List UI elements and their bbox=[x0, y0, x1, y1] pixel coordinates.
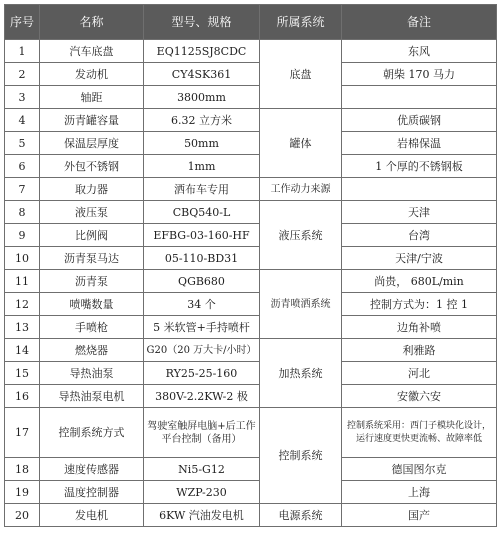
header-note: 备注 bbox=[342, 5, 497, 40]
table-row bbox=[5, 293, 497, 316]
cell-name: 沥青罐容量 bbox=[40, 109, 144, 132]
cell-seq: 20 bbox=[5, 504, 40, 527]
cell-seq: 1 bbox=[5, 40, 40, 63]
table-row bbox=[5, 86, 497, 109]
cell-note: 岩棉保温 bbox=[342, 132, 497, 155]
cell-seq: 6 bbox=[5, 155, 40, 178]
cell-name: 导热油泵电机 bbox=[40, 385, 144, 408]
cell-note: 安徽六安 bbox=[342, 385, 497, 408]
cell-note: 朝柴 170 马力 bbox=[342, 63, 497, 86]
table-row bbox=[5, 155, 497, 178]
cell-model: EQ1125SJ8CDC bbox=[144, 40, 260, 63]
cell-name: 导热油泵 bbox=[40, 362, 144, 385]
cell-model: CBQ540-L bbox=[144, 201, 260, 224]
cell-name: 喷嘴数量 bbox=[40, 293, 144, 316]
cell-name: 轴距 bbox=[40, 86, 144, 109]
cell-model: 3800mm bbox=[144, 86, 260, 109]
cell-system-heating: 加热系统 bbox=[260, 339, 342, 408]
cell-name: 比例阀 bbox=[40, 224, 144, 247]
cell-name: 发电机 bbox=[40, 504, 144, 527]
table-row bbox=[5, 458, 497, 481]
cell-seq: 11 bbox=[5, 270, 40, 293]
table-row bbox=[5, 270, 497, 293]
cell-name: 发动机 bbox=[40, 63, 144, 86]
table-row bbox=[5, 504, 497, 527]
cell-model: WZP-230 bbox=[144, 481, 260, 504]
header-seq: 序号 bbox=[5, 5, 40, 40]
cell-seq: 15 bbox=[5, 362, 40, 385]
cell-name: 取力器 bbox=[40, 178, 144, 201]
table-row bbox=[5, 178, 497, 201]
table-row bbox=[5, 224, 497, 247]
cell-note bbox=[342, 178, 497, 201]
cell-name: 温度控制器 bbox=[40, 481, 144, 504]
cell-model: 驾驶室触屏电脑+后工作平台控制（备用） bbox=[144, 408, 260, 458]
cell-system-power: 工作动力来源 bbox=[260, 178, 342, 201]
cell-model: 380V-2.2KW-2 极 bbox=[144, 385, 260, 408]
cell-note: 德国图尔克 bbox=[342, 458, 497, 481]
table-row bbox=[5, 339, 497, 362]
table-row bbox=[5, 408, 497, 458]
cell-system-hydraulic: 液压系统 bbox=[260, 201, 342, 270]
cell-note: 台湾 bbox=[342, 224, 497, 247]
cell-seq: 18 bbox=[5, 458, 40, 481]
header-row bbox=[5, 5, 497, 40]
cell-model: EFBG-03-160-HF bbox=[144, 224, 260, 247]
cell-model: 1mm bbox=[144, 155, 260, 178]
cell-name: 手喷枪 bbox=[40, 316, 144, 339]
table-row bbox=[5, 109, 497, 132]
cell-seq: 17 bbox=[5, 408, 40, 458]
cell-name: 速度传感器 bbox=[40, 458, 144, 481]
cell-note: 上海 bbox=[342, 481, 497, 504]
cell-seq: 10 bbox=[5, 247, 40, 270]
cell-seq: 5 bbox=[5, 132, 40, 155]
cell-note: 尚贵， 680L/min bbox=[342, 270, 497, 293]
cell-system-chassis: 底盘 bbox=[260, 40, 342, 109]
cell-model: 5 米软管+手持喷杆 bbox=[144, 316, 260, 339]
cell-note: 天津/宁波 bbox=[342, 247, 497, 270]
cell-seq: 14 bbox=[5, 339, 40, 362]
cell-model: G20（20 万大卡/小时） bbox=[144, 339, 260, 362]
table-row bbox=[5, 247, 497, 270]
cell-seq: 12 bbox=[5, 293, 40, 316]
cell-seq: 7 bbox=[5, 178, 40, 201]
cell-model: 6KW 汽油发电机 bbox=[144, 504, 260, 527]
cell-note: 河北 bbox=[342, 362, 497, 385]
table-row bbox=[5, 385, 497, 408]
cell-name: 沥青泵 bbox=[40, 270, 144, 293]
table-row bbox=[5, 481, 497, 504]
cell-name: 保温层厚度 bbox=[40, 132, 144, 155]
cell-system-tank: 罐体 bbox=[260, 109, 342, 178]
table-row bbox=[5, 132, 497, 155]
cell-seq: 3 bbox=[5, 86, 40, 109]
cell-model: 05-110-BD31 bbox=[144, 247, 260, 270]
cell-note: 天津 bbox=[342, 201, 497, 224]
cell-system-control: 控制系统 bbox=[260, 408, 342, 504]
cell-model: 34 个 bbox=[144, 293, 260, 316]
table-row bbox=[5, 40, 497, 63]
cell-note: 利雅路 bbox=[342, 339, 497, 362]
cell-seq: 2 bbox=[5, 63, 40, 86]
cell-model: Ni5-G12 bbox=[144, 458, 260, 481]
cell-seq: 9 bbox=[5, 224, 40, 247]
cell-model: QGB680 bbox=[144, 270, 260, 293]
spec-table-container bbox=[4, 4, 497, 527]
cell-seq: 8 bbox=[5, 201, 40, 224]
cell-model: 50mm bbox=[144, 132, 260, 155]
cell-name: 汽车底盘 bbox=[40, 40, 144, 63]
cell-name: 燃烧器 bbox=[40, 339, 144, 362]
header-model: 型号、规格 bbox=[144, 5, 260, 40]
cell-model: RY25-25-160 bbox=[144, 362, 260, 385]
cell-note: 控制方式为：1 控 1 bbox=[342, 293, 497, 316]
table-row bbox=[5, 362, 497, 385]
cell-seq: 4 bbox=[5, 109, 40, 132]
cell-note: 优质碳钢 bbox=[342, 109, 497, 132]
cell-name: 液压泵 bbox=[40, 201, 144, 224]
cell-note: 控制系统采用：西门子模块化设计，运行速度更快更流畅、故障率低 bbox=[342, 408, 497, 458]
table-row bbox=[5, 201, 497, 224]
table-row bbox=[5, 316, 497, 339]
cell-model: 6.32 立方米 bbox=[144, 109, 260, 132]
cell-seq: 13 bbox=[5, 316, 40, 339]
cell-model: 洒布车专用 bbox=[144, 178, 260, 201]
cell-name: 控制系统方式 bbox=[40, 408, 144, 458]
spec-table bbox=[4, 4, 497, 527]
cell-note: 1 个厚的不锈钢板 bbox=[342, 155, 497, 178]
cell-name: 外包不锈钢 bbox=[40, 155, 144, 178]
cell-note: 国产 bbox=[342, 504, 497, 527]
cell-system-spray: 沥青喷洒系统 bbox=[260, 270, 342, 339]
cell-note: 边角补喷 bbox=[342, 316, 497, 339]
cell-seq: 19 bbox=[5, 481, 40, 504]
cell-system-power-supply: 电源系统 bbox=[260, 504, 342, 527]
cell-note bbox=[342, 86, 497, 109]
header-system: 所属系统 bbox=[260, 5, 342, 40]
table-row bbox=[5, 63, 497, 86]
cell-model: CY4SK361 bbox=[144, 63, 260, 86]
cell-name: 沥青泵马达 bbox=[40, 247, 144, 270]
cell-seq: 16 bbox=[5, 385, 40, 408]
header-name: 名称 bbox=[40, 5, 144, 40]
cell-note: 东风 bbox=[342, 40, 497, 63]
